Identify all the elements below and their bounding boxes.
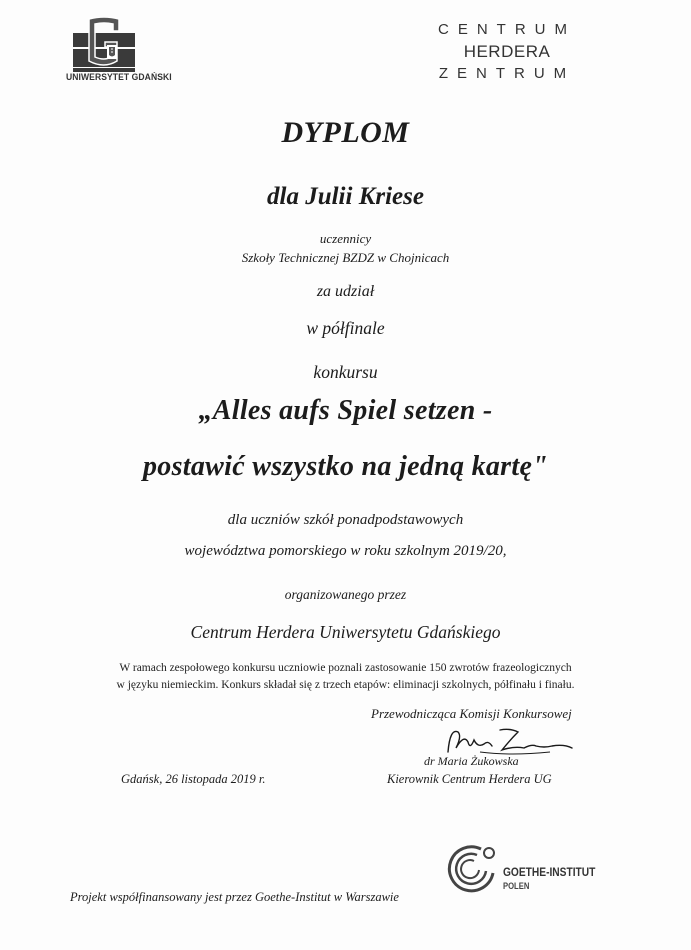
contest-name-line-2: postawić wszystko na jedną kartę" — [142, 451, 549, 482]
signer-role: Kierownik Centrum Herdera UG — [387, 772, 552, 786]
stage-label: w półfinale — [306, 318, 385, 338]
goethe-institut-logo-icon — [447, 843, 499, 895]
place-and-date: Gdańsk, 26 listopada 2019 r. — [121, 772, 266, 786]
university-logo-text: UNIWERSYTET GDAŃSKI — [66, 72, 172, 83]
recipient-name: dla Julii Kriese — [267, 183, 424, 210]
centrum-header-top: CENTRUM — [438, 21, 576, 38]
school-name: Szkoły Technicznej BZDZ w Chojnicach — [241, 250, 450, 265]
audience-line: dla uczniów szkół ponadpodstawowych — [227, 512, 464, 528]
university-logo-icon — [71, 17, 137, 72]
participation-label: za udział — [316, 283, 375, 300]
region-line: województwa pomorskiego w roku szkolnym 2019/20, — [184, 543, 507, 559]
student-label: uczennicy — [319, 231, 372, 246]
contest-name-line-1: „Alles aufs Spiel setzen - — [198, 395, 493, 426]
diploma-title: DYPLOM — [281, 116, 410, 149]
chair-label: Przewodnicząca Komisji Konkursowej — [371, 706, 572, 721]
goethe-institut-country: POLEN — [503, 881, 530, 891]
centrum-header-bottom: ZENTRUM — [438, 65, 576, 82]
description-line-2: w języku niemieckim. Konkurs składał się z trzech etapów: eliminacji szkolnych, półfinału i finału. — [116, 679, 575, 691]
signer-name: dr Maria Żukowska — [424, 754, 519, 768]
contest-label: konkursu — [313, 362, 378, 382]
centrum-header-mid: HERDERA — [463, 42, 551, 61]
funding-note: Projekt współfinansowany jest przez Goethe-Institut w Warszawie — [70, 890, 399, 904]
organized-by-label: organizowanego przez — [284, 587, 407, 602]
description-line-1: W ramach zespołowego konkursu uczniowie poznali zastosowanie 150 zwrotów frazeologicznych — [119, 662, 572, 674]
organizer-name: Centrum Herdera Uniwersytetu Gdańskiego — [190, 622, 501, 642]
goethe-institut-name: GOETHE-INSTITUT — [503, 865, 596, 879]
